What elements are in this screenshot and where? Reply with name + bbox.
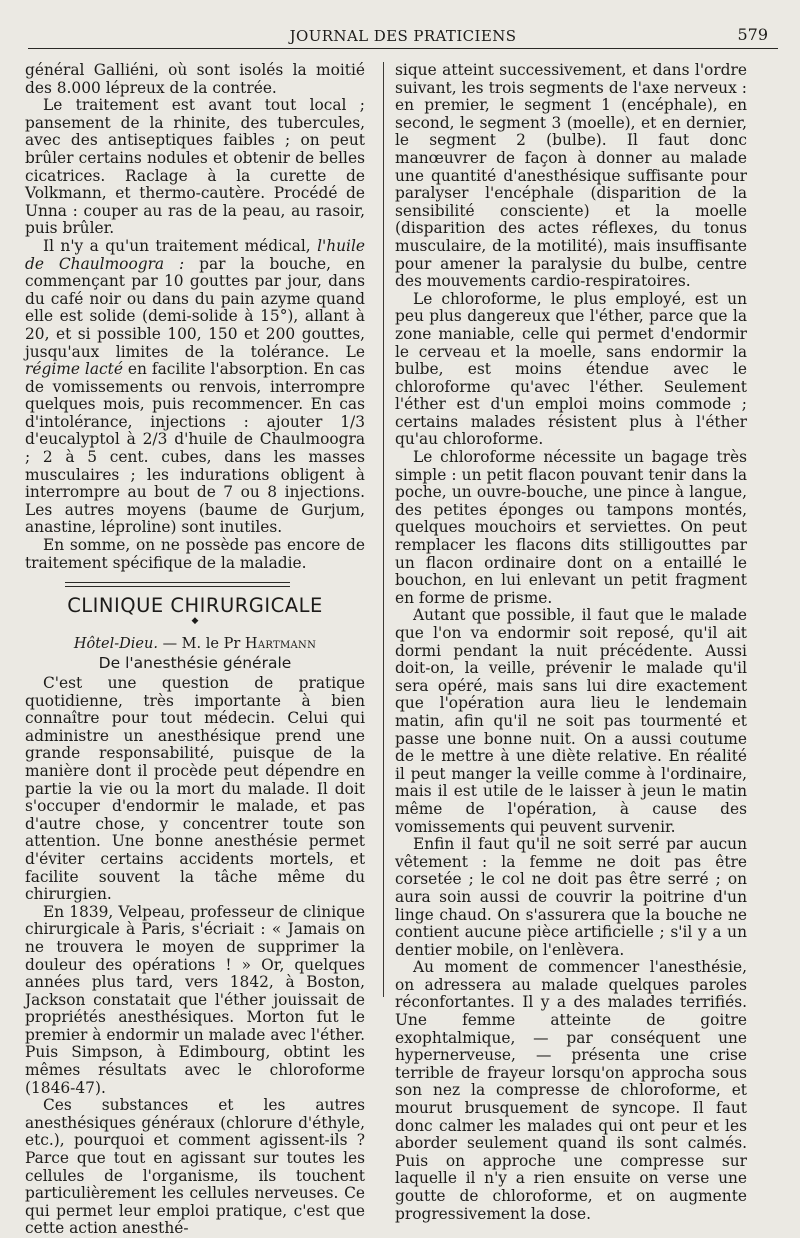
- text-run: en facilite l'absorption. En cas de vomissements ou renvois, interrompre quelques mois, puis recommencer. En cas d'intolérance, injections : ajouter 1/3 d'eucalyptol à 2/3 d'huile de Chaulmoogra ; 2 à 5 cent. cubes, dans les masses musculaires ; les indurations obligent à interrompre au bout de 7 ou 8 injections. Les autres moyens (baume de Gurjum, anastine, léproline) sont inutiles.: [25, 360, 365, 537]
- paragraph: Le chloroforme nécessite un bagage très simple : un petit flacon pouvant tenir dans la poche, un ouvre-bouche, une pince à langue, des petites éponges ou tampons montés, quelques mouchoirs et serviettes. On peut remplacer les flacons dits stilligouttes par un flacon ordinaire dont on a entaillé le bouchon, en lui enlevant un petit fragment en forme de prisme.: [395, 448, 747, 607]
- paragraph: général Galliéni, où sont isolés la moitié des 8.000 lépreux de la contrée.: [25, 61, 365, 97]
- section-heading: CLINIQUE CHIRURGICALE: [67, 594, 323, 618]
- byline-place: Hôtel-Dieu.: [73, 635, 158, 652]
- paragraph: C'est une question de pratique quotidienne, très importante à bien connaître pour tout médecin. Celui qui administre un anesthésique prend une grande responsabilité, puisque de la manière dont il procède peut dépendre en partie la vie ou la mort du malade. Il doit s'occuper d'endormir le malade, et pas d'autre chose, y concentrer toute son attention. Une bonne anesthésie permet d'éviter certains accidents mortels, et facilite souvent la tâche même du chirurgien.: [25, 674, 365, 904]
- paragraph: Le traitement est avant tout local ; pansement de la rhinite, des tubercules, avec des antiseptiques faibles ; on peut brûler certains nodules et obtenir de belles cicatrices. Raclage à la curette de Volkmann, et thermo-cautère. Procédé de Unna : couper au ras de la peau, au rasoir, puis brûler.: [25, 96, 365, 238]
- page-header: [28, 22, 778, 49]
- ornament-icon: ◆: [191, 615, 199, 626]
- paragraph: sique atteint successivement, et dans l'ordre suivant, les trois segments de l'axe nerveux : en premier, le segment 1 (encéphale), en second, le segment 3 (moelle), et en dernier, le segment 2 (bulbe). Il faut donc manœuvrer de façon à donner au malade une quantité d'anesthésique suffisante pour paralyser l'encéphale (disparition de la sensibilité consciente) et la moelle (disparition des actes réflexes, du tonus musculaire, de la motilité), mais insuffisante pour amener la paralysie du bulbe, centre des mouvements cardio-respiratoires.: [395, 61, 747, 291]
- paragraph: Ces substances et les autres anesthésiques généraux (chlorure d'éthyle, etc.), pourquoi et comment agissent-ils ? Parce que tout en agissant sur toutes les cellules de l'organisme, ils touchent particulièrement les cellules nerveuses. Ce qui permet leur emploi pratique, c'est que cette action anesthé-: [25, 1096, 365, 1238]
- section-divider: [65, 582, 290, 587]
- article-byline: [25, 636, 365, 654]
- paragraph: En 1839, Velpeau, professeur de clinique chirurgicale à Paris, s'écriait : « Jamais on ne trouvera le moyen de supprimer la douleur des opérations ! » Or, quelques années plus tard, vers 1842, à Boston, Jackson constatait que l'éther jouissait de propriétés anesthésiques. Morton fut le premier à endormir un malade avec l'éther. Puis Simpson, à Edimbourg, obtint les mêmes résultats avec le chloroforme (1846-47).: [25, 902, 365, 1097]
- paragraph: Enfin il faut qu'il ne soit serré par aucun vêtement : la femme ne doit pas être corsetée ; le col ne doit pas être serré ; on aura soin aussi de couvrir la poitrine d'un linge chaud. On s'assurera que la bouche ne contient aucune pièce artificielle ; s'il y a un dentier mobile, on l'enlèvera.: [395, 835, 747, 959]
- paragraph: Le chloroforme, le plus employé, est un peu plus dangereux que l'éther, parce que la zone maniable, celle qui permet d'endormir le cerveau et la moelle, sans endormir la bulbe, est moins étendue avec le chloroforme qu'avec l'éther. Seulement l'éther est d'un emploi moins commode ; certains malades résistent plus à l'éther qu'au chloroforme.: [395, 289, 747, 449]
- page-number: 579: [737, 25, 768, 44]
- text-run: Il n'y a qu'un traitement médical,: [43, 236, 318, 255]
- paragraph: Au moment de commencer l'anesthésie, on adressera au malade quelques paroles réconfortantes. Il y a des malades terrifiés. Une femme atteinte de goitre exophtalmique, — par conséquent une hypernerveuse, — présenta une crise terrible de frayeur lorsqu'on approcha sous son nez la compresse de chloroforme, et mourut brusquement de syncope. Il faut donc calmer les malades qui ont peur et les aborder seulement quand ils sont calmés. Puis on approche une compresse sur laquelle il n'y a rien ensuite on verse une goutte de chloroforme, et on augmente progressivement la dose.: [395, 958, 747, 1223]
- text-run: par la bouche, en commençant par 10 gouttes par jour, dans du café noir ou dans du pain azyme quand elle est solide (demi-solide à 15°), allant à 20, et si possible 100, 150 et 200 gouttes, jusqu'aux limites de la tolérance. Le: [25, 254, 365, 361]
- paragraph: [25, 238, 365, 537]
- left-column: [25, 62, 365, 1238]
- paragraph: Autant que possible, il faut que le malade que l'on va endormir soit reposé, qu'il ait dormi pendant la nuit précédente. Aussi doit-on, la veille, prévenir le malade qu'il sera opéré, mais sans lui dire exactement que l'opération aura lieu le lendemain matin, afin qu'il ne soit pas tourmenté et passe une bonne nuit. On a aussi coutume de le mettre à une diète relative. En réalité il peut manger la veille comme à l'ordinaire, mais il est utile de le laisser à jeun le matin même de l'opération, à cause des vomissements qui peuvent survenir.: [395, 606, 747, 836]
- right-column: [395, 62, 747, 1223]
- italic-text: l'huile de Chaulmoogra :: [25, 236, 365, 273]
- column-divider: [383, 62, 384, 997]
- running-title: JOURNAL DES PRATICIENS: [289, 27, 517, 45]
- byline-text: — M. le Pr: [157, 635, 245, 652]
- byline-author: Hartmann: [244, 635, 317, 652]
- paragraph: En somme, on ne possède pas encore de traitement spécifique de la maladie.: [25, 536, 365, 572]
- italic-text: régime lacté: [25, 360, 123, 379]
- article-title: De l'anesthésie générale: [98, 654, 292, 673]
